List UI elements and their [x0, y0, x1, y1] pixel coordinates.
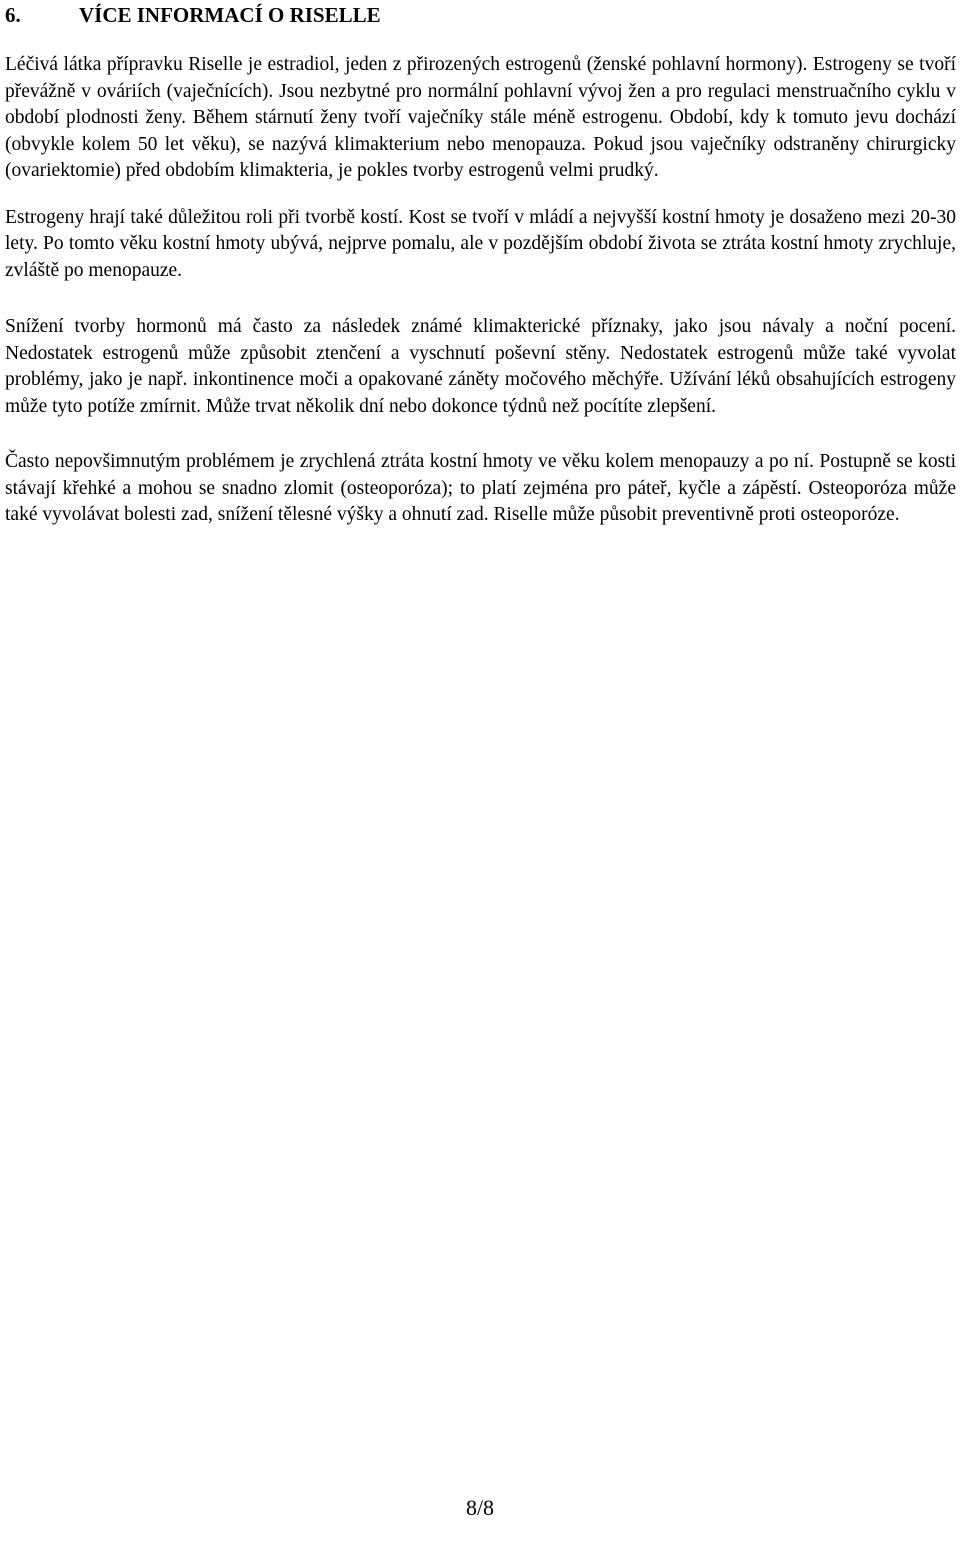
- paragraph-symptoms: Snížení tvorby hormonů má často za následek známé klimakterické příznaky, jako jsou návaly a noční pocení. Nedostatek estrogenů může způsobit ztenčení a vyschnutí poševní stěny. Nedostatek estrogenů může také vyvolat problémy, jako je např. inkontinence moči a opakované záněty močového měchýře. Užívání léků obsahujících estrogeny může tyto potíže zmírnit. Může trvat několik dní nebo dokonce týdnů než pocítíte zlepšení.: [5, 316, 956, 417]
- section-number: 6.: [5, 3, 21, 27]
- paragraph-osteoporosis: Často nepovšimnutým problémem je zrychlená ztráta kostní hmoty ve věku kolem menopauzy a po ní. Postupně se kosti stávají křehké a mohou se snadno zlomit (osteoporóza); to platí zejména pro páteř, kyčle a zápěstí. Osteoporóza může také vyvolávat bolesti zad, snížení tělesné výšky a ohnutí zad. Riselle může působit preventivně proti osteoporóze.: [5, 451, 956, 525]
- page-number: 8/8: [465, 1495, 495, 1520]
- section-heading: [5, 0, 956, 29]
- paragraph-bones: Estrogeny hrají také důležitou roli při tvorbě kostí. Kost se tvoří v mládí a nejvyšší kostní hmoty je dosaženo mezi 20-30 lety. Po tomto věku kostní hmoty ubývá, nejprve pomalu, ale v pozdějším období života se ztráta kostní hmoty zrychluje, zvláště po menopauze.: [5, 206, 956, 281]
- paragraph-estradiol: Léčivá látka přípravku Riselle je estradiol, jeden z přirozených estrogenů (ženské pohlavní hormony). Estrogeny se tvoří převážně v ováriích (vaječnících). Jsou nezbytné pro normální pohlavní vývoj žen a pro regulaci menstruačního cyklu v období plodnosti ženy. Během stárnutí ženy tvoří vaječníky stále méně estrogenu. Období, kdy k tomuto jevu dochází (obvykle kolem 50 let věku), se nazývá klimakterium nebo menopauza. Pokud jsou vaječníky odstraněny chirurgicky (ovariektomie) před obdobím klimakteria, je pokles tvorby estrogenů velmi prudký.: [5, 54, 956, 181]
- section-title: VÍCE INFORMACÍ O RISELLE: [79, 3, 381, 27]
- document-content: [5, 0, 956, 529]
